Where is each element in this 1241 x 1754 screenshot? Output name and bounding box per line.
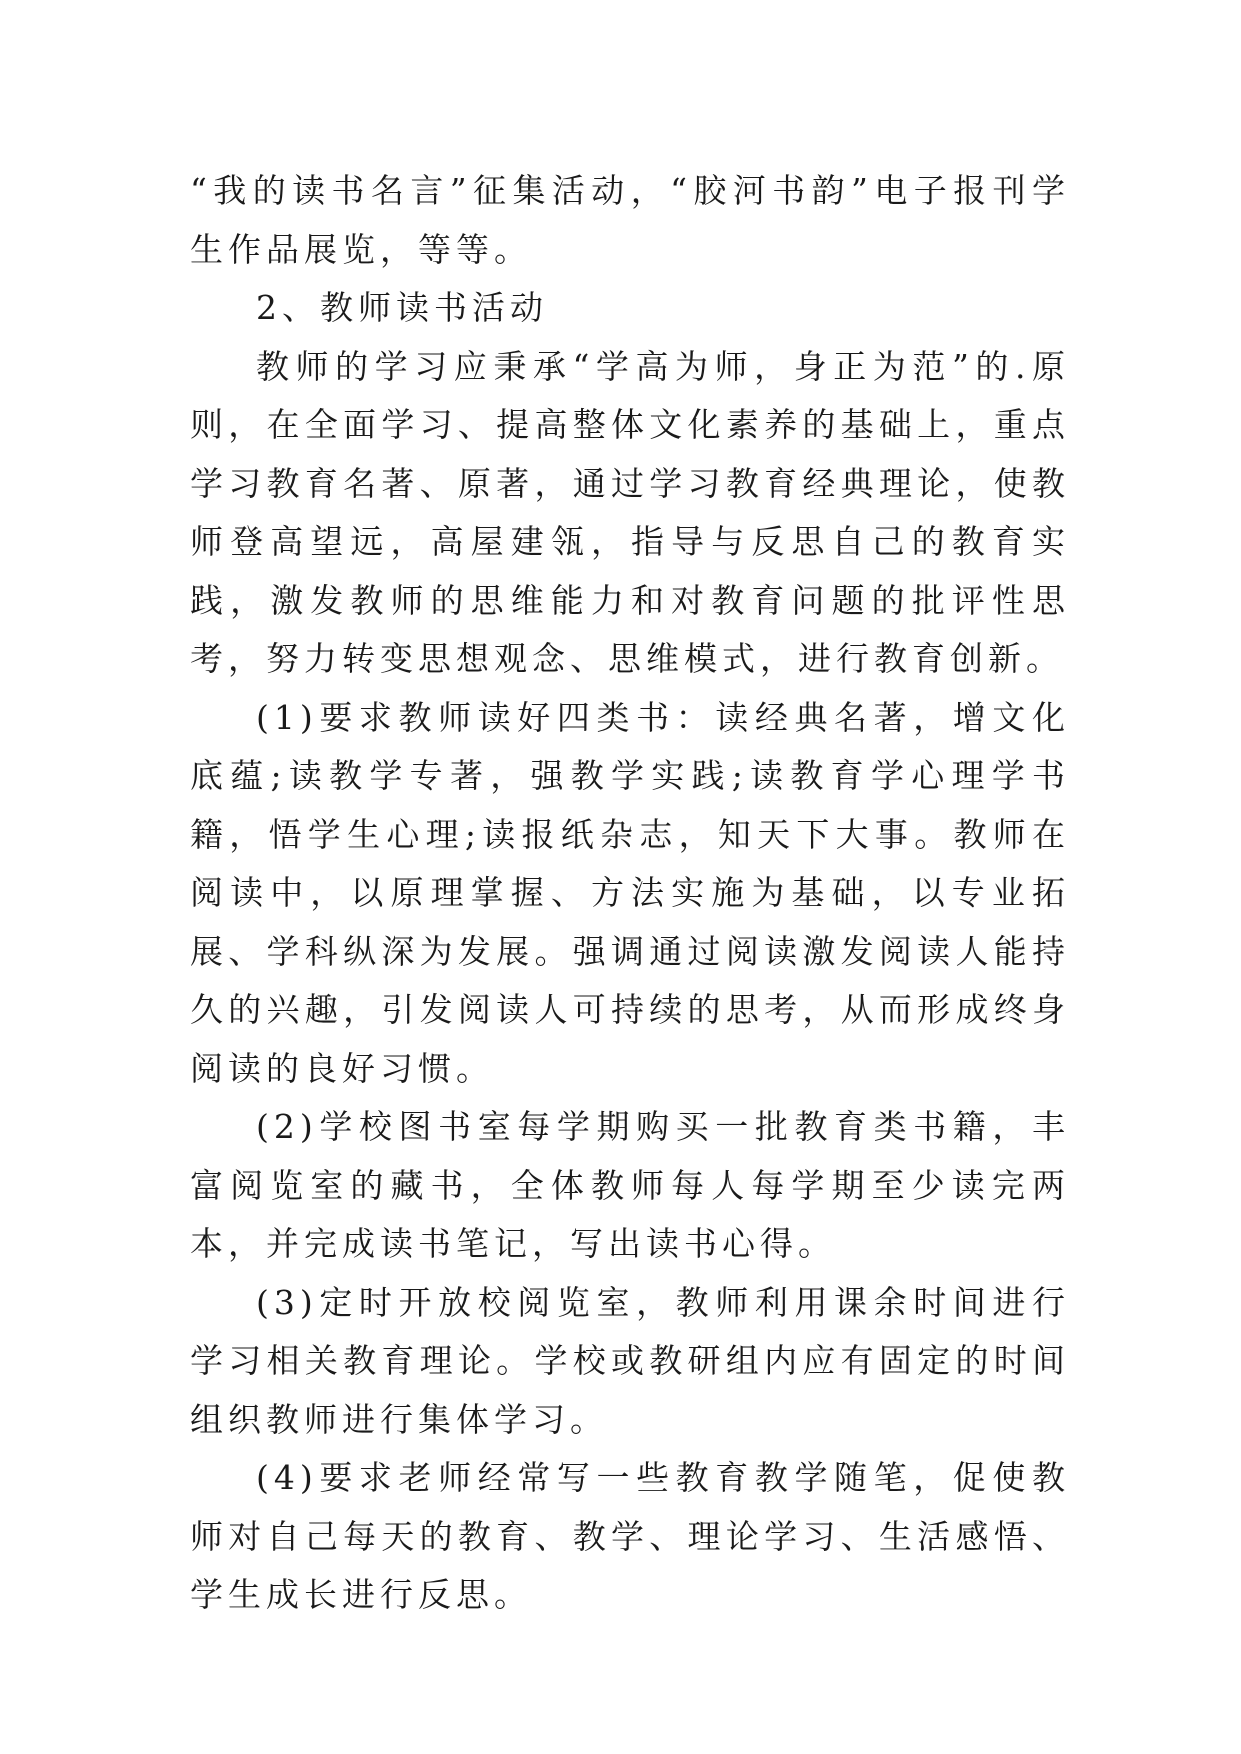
paragraph-item-2: (2)学校图书室每学期购买一批教育类书籍，丰富阅览室的藏书，全体教师每人每学期至少读完两本，并完成读书笔记，写出读书心得。 <box>190 1107 1070 1263</box>
paragraph-continuation: “我的读书名言”征集活动，“胶河书韵”电子报刊学生作品展览，等等。 <box>190 171 1070 269</box>
paragraph-item-4: (4)要求老师经常写一些教育教学随笔，促使教师对自己每天的教育、教学、理论学习、生活感悟、学生成长进行反思。 <box>190 1458 1070 1614</box>
paragraph-item-1: (1)要求教师读好四类书：读经典名著，增文化底蕴;读教学专著，强教学实践;读教育学心理学书籍，悟学生心理;读报纸杂志，知天下大事。教师在阅读中，以原理掌握、方法实施为基础，以专业拓展、学科纵深为发展。强调通过阅读激发阅读人能持久的兴趣，引发阅读人可持续的思考，从而形成终身阅读的良好习惯。 <box>190 697 1070 1088</box>
section-heading-teacher-reading: 2、教师读书活动 <box>256 288 548 327</box>
document-body <box>190 162 1070 1625</box>
paragraph-item-3: (3)定时开放校阅览室，教师利用课余时间进行学习相关教育理论。学校或教研组内应有固定的时间组织教师进行集体学习。 <box>190 1282 1070 1439</box>
paragraph-teacher-learning-principle: 教师的学习应秉承“学高为师，身正为范”的.原则，在全面学习、提高整体文化素养的基础上，重点学习教育名著、原著，通过学习教育经典理论，使教师登高望远，高屋建瓴，指导与反思自己的教育实践，激发教师的思维能力和对教育问题的批评性思考，努力转变思想观念、思维模式，进行教育创新。 <box>190 346 1070 678</box>
